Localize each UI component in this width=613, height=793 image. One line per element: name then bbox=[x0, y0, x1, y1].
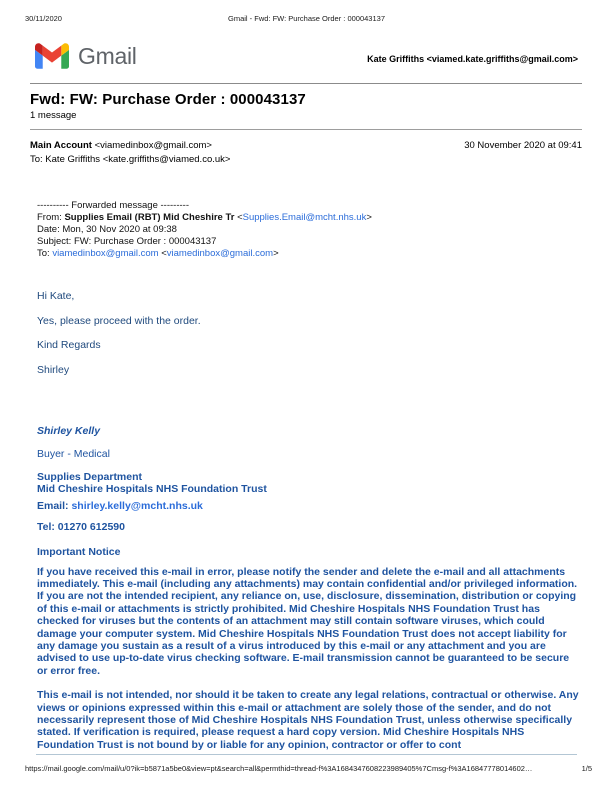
notice-paragraph: This e-mail is not intended, nor should it be taken to create any legal relations, contractual or otherwise. Any views or opinions expressed within this e-mail or attachment are solely those of the sender, and do not necessarily represent those of Mid Cheshire Hospitals NHS Foundation Trust, unless otherwise specifically stated. If verification is required, please request a hard copy version. Mid Cheshire Hospitals NHS Foundation Trust is not bound by or liable for any opinion, contractor or offer to cont bbox=[37, 689, 579, 751]
gmail-m-icon bbox=[35, 43, 69, 69]
body-line: Kind Regards bbox=[37, 339, 101, 351]
message-from-name: Main Account bbox=[30, 140, 92, 151]
message-to: To: Kate Griffiths <kate.griffiths@viamed.co.uk> bbox=[30, 154, 231, 165]
brand-row bbox=[35, 43, 578, 69]
forwarded-to-link-bracketed[interactable]: viamedinbox@gmail.com bbox=[166, 248, 274, 259]
divider-top bbox=[30, 83, 582, 84]
signature-org bbox=[37, 471, 582, 495]
signature-dept: Supplies Department bbox=[37, 470, 143, 483]
message-date: 30 November 2020 at 09:41 bbox=[464, 140, 582, 151]
forwarded-from-email-link[interactable]: Supplies.Email@mcht.nhs.uk bbox=[242, 212, 367, 223]
signature-email-line bbox=[37, 500, 582, 512]
signature-block bbox=[37, 425, 582, 533]
notice-title: Important Notice bbox=[37, 545, 121, 558]
email-content bbox=[30, 83, 582, 763]
signature-trust: Mid Cheshire Hospitals NHS Foundation Trust bbox=[37, 482, 267, 495]
page-number: 1/5 bbox=[581, 764, 592, 773]
print-header-title: Gmail - Fwd: FW: Purchase Order : 000043137 bbox=[227, 14, 385, 23]
forwarded-from-label: From: bbox=[37, 212, 65, 223]
forwarded-from-line bbox=[37, 212, 582, 224]
signature-tel: Tel: 01270 612590 bbox=[37, 520, 125, 533]
important-notice bbox=[37, 546, 582, 752]
divider-subject bbox=[30, 129, 582, 130]
print-header bbox=[0, 14, 613, 26]
forwarded-header bbox=[37, 200, 582, 260]
signature-role: Buyer - Medical bbox=[37, 447, 110, 460]
print-footer-url: https://mail.google.com/mail/u/0?ik=b5871a5be0&view=pt&search=all&permthid=thread-f%3A1684347608223989405%7Cmsg-f%3A16847778014602… bbox=[25, 764, 533, 773]
print-header-date: 30/11/2020 bbox=[25, 14, 62, 23]
email-body bbox=[37, 200, 582, 751]
gmail-logo bbox=[35, 43, 137, 69]
forwarded-date-line: Date: Mon, 30 Nov 2020 at 09:38 bbox=[37, 224, 177, 235]
email-subject: Fwd: FW: Purchase Order : 000043137 bbox=[30, 91, 306, 108]
footer-divider bbox=[36, 754, 577, 755]
forwarded-from-name: Supplies Email (RBT) Mid Cheshire Tr bbox=[64, 212, 235, 223]
message-count: 1 message bbox=[30, 110, 77, 121]
forwarded-subject-line: Subject: FW: Purchase Order : 000043137 bbox=[37, 236, 217, 247]
forwarded-divider: ---------- Forwarded message --------- bbox=[37, 200, 189, 211]
gmail-logo-text: Gmail bbox=[78, 43, 137, 69]
bracket-close: > bbox=[273, 248, 279, 259]
message-from bbox=[30, 140, 212, 151]
signature-name: Shirley Kelly bbox=[37, 424, 101, 437]
message-header bbox=[30, 140, 582, 151]
bracket-open: < bbox=[158, 248, 167, 259]
message-from-email: <viamedinbox@gmail.com> bbox=[91, 140, 212, 151]
bracket-close: > bbox=[366, 212, 372, 223]
notice-paragraph: If you have received this e-mail in error, please notify the sender and delete the e-mail and all attachments immediately. This e-mail (including any attachments) may contain confidential and/or privileged information. If you are not the intended recipient, any reliance on, use, disclosure, dissemination, distribution or copying of this e-mail or attachments is strictly prohibited. Mid Cheshire Hospitals NHS Foundation Trust has checked for viruses but the contents of an attachment may still contain software viruses, which could damage your computer system. Mid Cheshire Hospitals NHS Foundation Trust does not accept liability for any damage you sustain as a result of a virus introduced by this e-mail or any attachment and you are advised to use up-to-date virus checking software. E-mail transmission cannot be guaranteed to be secure or error free. bbox=[37, 565, 578, 677]
account-owner: Kate Griffiths <viamed.kate.griffiths@gmail.com> bbox=[367, 54, 578, 64]
bracket-open: < bbox=[234, 212, 243, 223]
print-footer bbox=[25, 764, 592, 773]
signature-email-link[interactable]: shirley.kelly@mcht.nhs.uk bbox=[71, 499, 203, 512]
body-line: Shirley bbox=[37, 363, 70, 376]
message-text bbox=[37, 291, 582, 376]
signature-email-label: Email: bbox=[37, 499, 72, 512]
forwarded-to-link[interactable]: viamedinbox@gmail.com bbox=[52, 248, 159, 259]
forwarded-to-line bbox=[37, 248, 582, 260]
body-line: Yes, please proceed with the order. bbox=[37, 314, 201, 327]
greeting-line: Hi Kate, bbox=[37, 290, 75, 302]
forwarded-to-label: To: bbox=[37, 248, 53, 259]
